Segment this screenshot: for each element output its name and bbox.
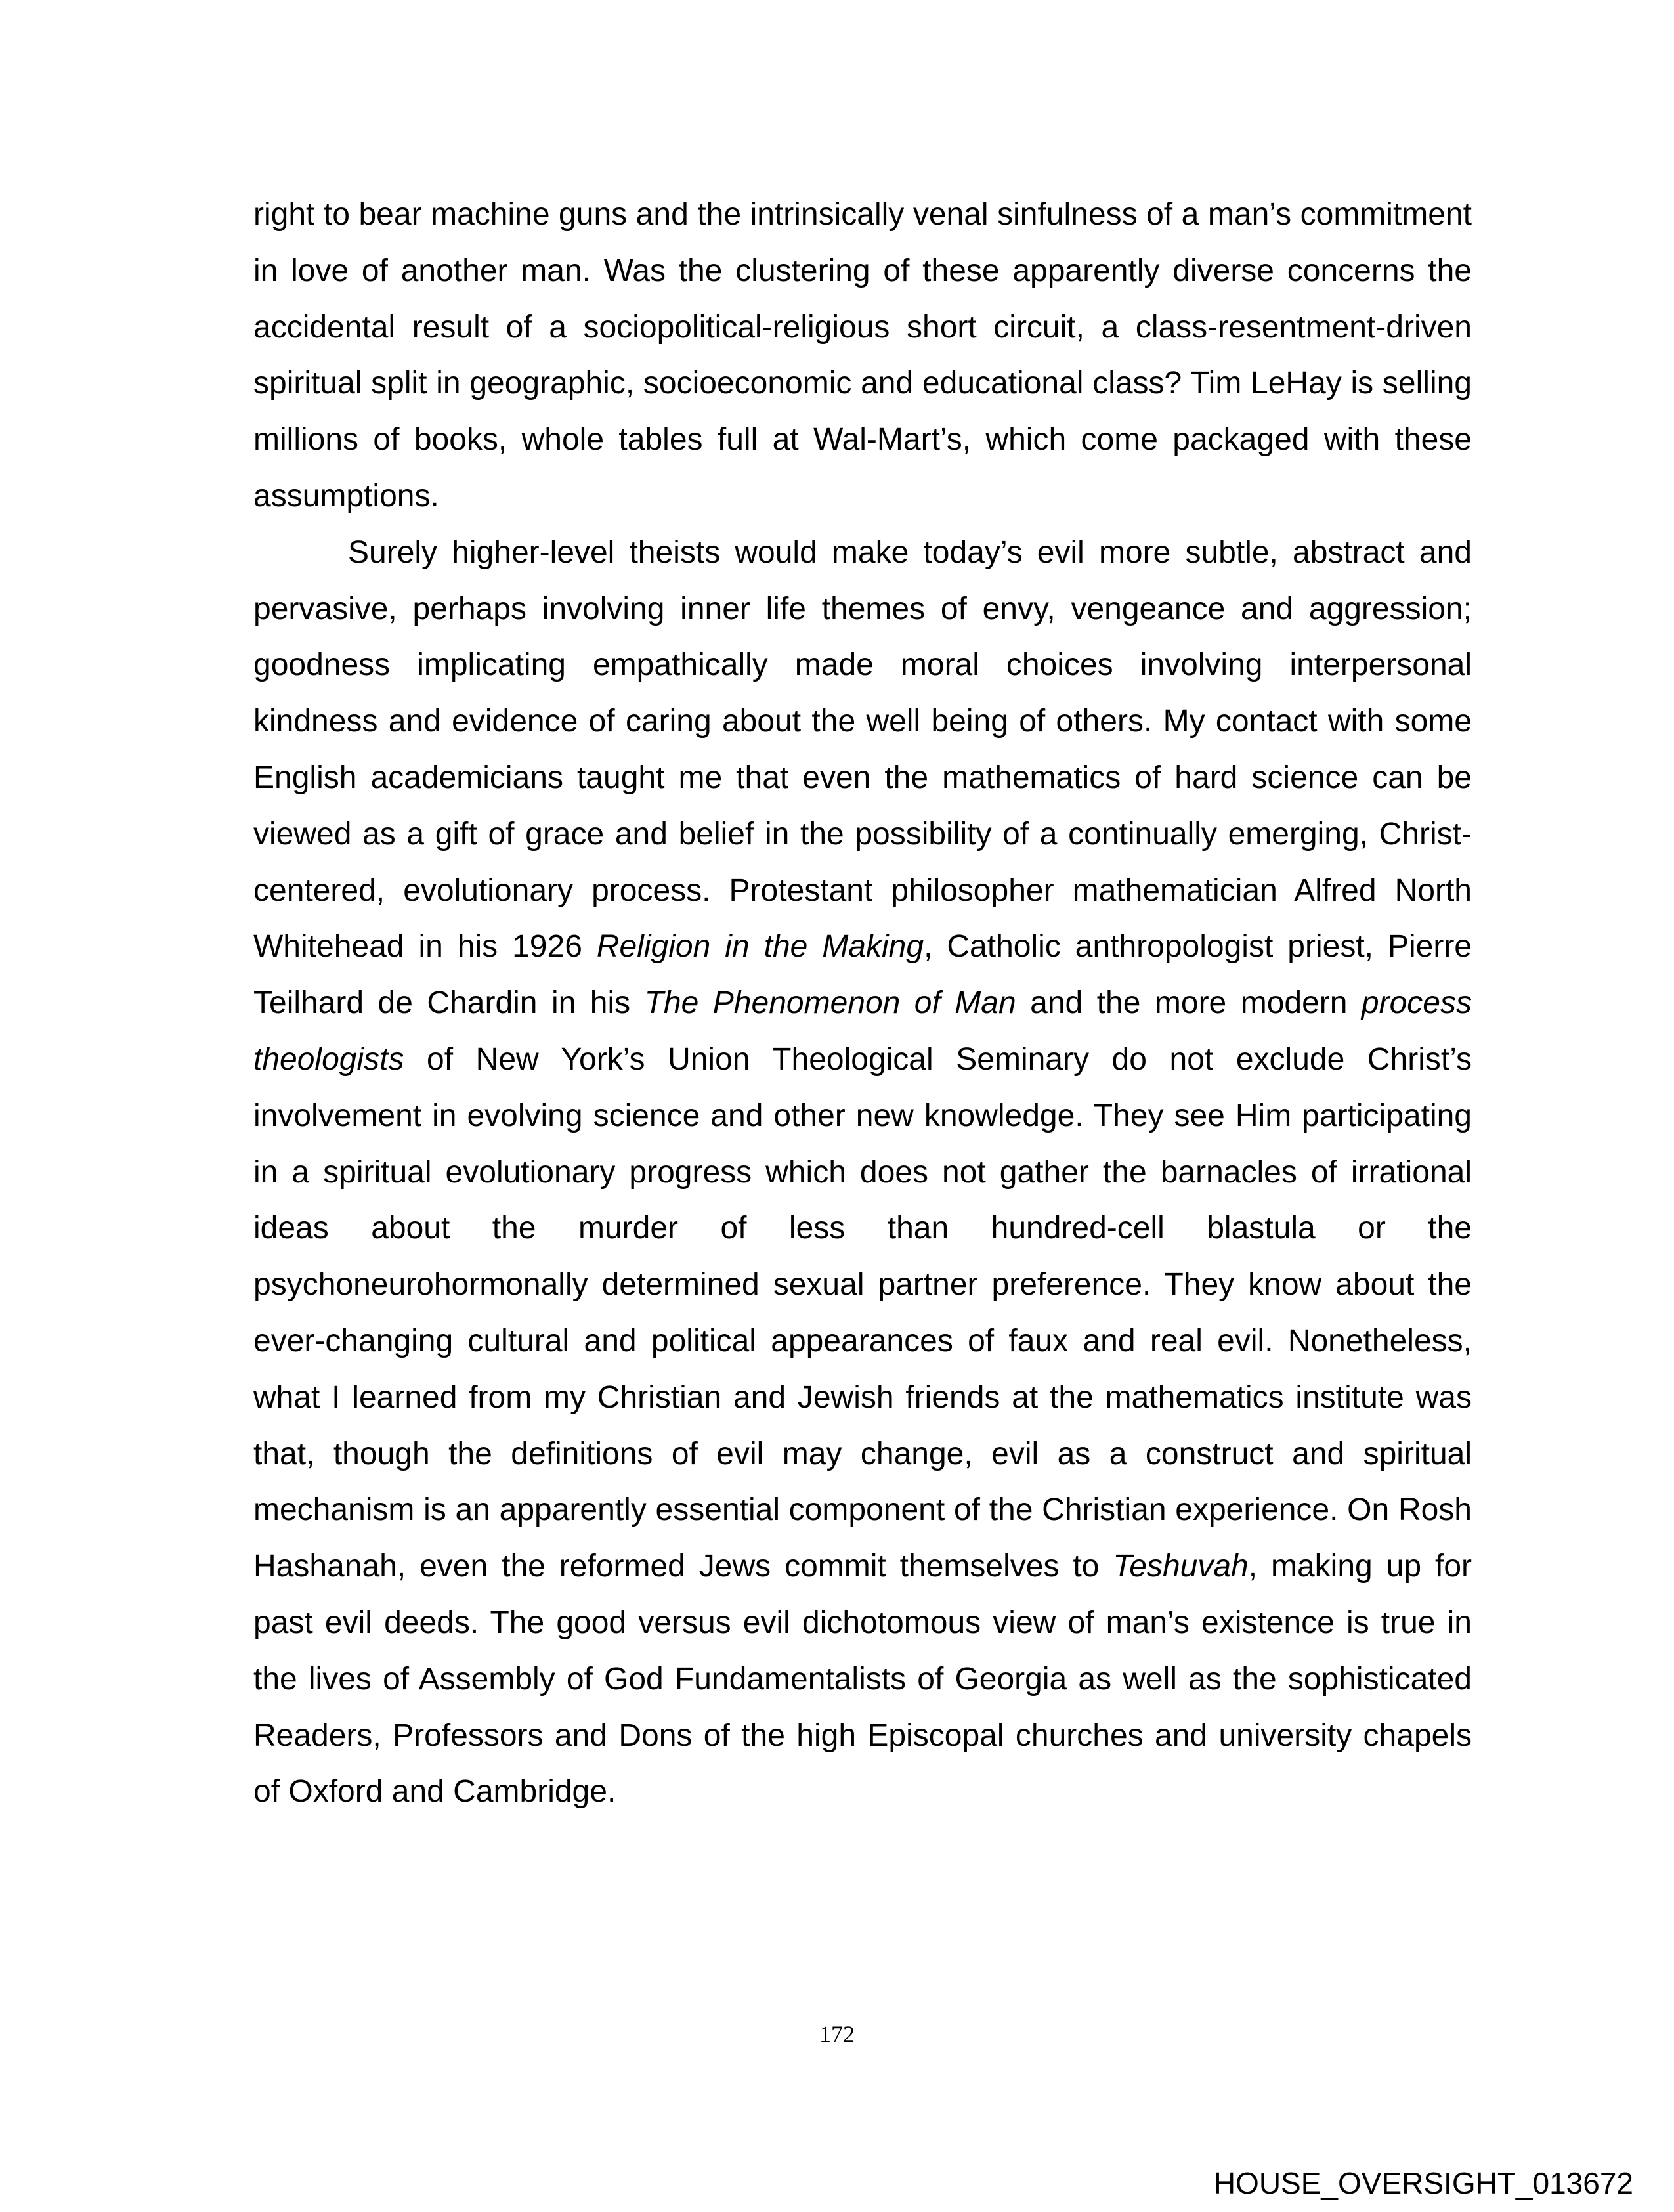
bates-stamp: HOUSE_OVERSIGHT_013672 [1213,2166,1633,2200]
body-text [253,186,1472,1820]
paragraph-2-text-c: and the more modern [1016,986,1362,1021]
term-process-theologists: process theologists [253,986,1472,1077]
book-title-phenomenon-of-man: The Phenomenon of Man [644,986,1016,1021]
page-number: 172 [819,2021,855,2047]
book-title-religion-in-the-making: Religion in the Making [596,929,924,965]
paragraph-2-text-a: Surely higher-level theists would make today’s evil more subtle, abstract and pervasive, perhaps involving inner life themes of envy, vengeance and aggression; goodness implicating empathically made moral choices involving interpersonal kindness and evidence of caring about the well being of others. My contact with some English academicians taught me that even the mathematics of hard science can be viewed as a gift of grace and belief in the possibility of a continually emerging, Christ-centered, evolutionary process. Protestant philosopher mathematician Alfred North Whitehead in his 1926 [253,534,1472,965]
paragraph-2-text-e: , making up for past evil deeds. The good versus evil dichotomous view of man’s existence is true in the lives of Assembly of God Fundamentalists of Georgia as well as the sophisticated Readers, Professors and Dons of the high Episcopal churches and university chapels of Oxford and Cambridge. [253,1549,1472,1810]
paragraph-2-text-b: , Catholic anthropologist priest, Pierre Teilhard de Chardin in his [253,929,1472,1021]
paragraph-2 [253,525,1472,1820]
paragraph-2-text-d: of New York’s Union Theological Seminary do not exclude Christ’s involvement in evolving science and other new knowledge. They see Him participating in a spiritual evolutionary progress which does not gather the barnacles of irrational ideas about the murder of less than hundred-cell blastula or the psychoneurohormonally determined sexual partner preference. They know about the ever-changing cultural and political appearances of faux and real evil. Nonetheless, what I learned from my Christian and Jewish friends at the mathematics institute was that, though the definitions of evil may change, evil as a construct and spiritual mechanism is an apparently essential component of the Christian experience. On Rosh Hashanah, even the reformed Jews commit themselves to [253,1041,1472,1584]
paragraph-1 [253,186,1472,525]
paragraph-1-text: right to bear machine guns and the intrinsically venal sinfulness of a man’s commitment in love of another man. Was the clustering of these apparently diverse concerns the accidental result of a sociopolitical-religious short circuit, a class-resentment-driven spiritual split in geographic, socioeconomic and educational class? Tim LeHay is selling millions of books, whole tables full at Wal-Mart’s, which come packaged with these assumptions. [253,197,1472,513]
term-teshuvah: Teshuvah [1113,1549,1249,1584]
